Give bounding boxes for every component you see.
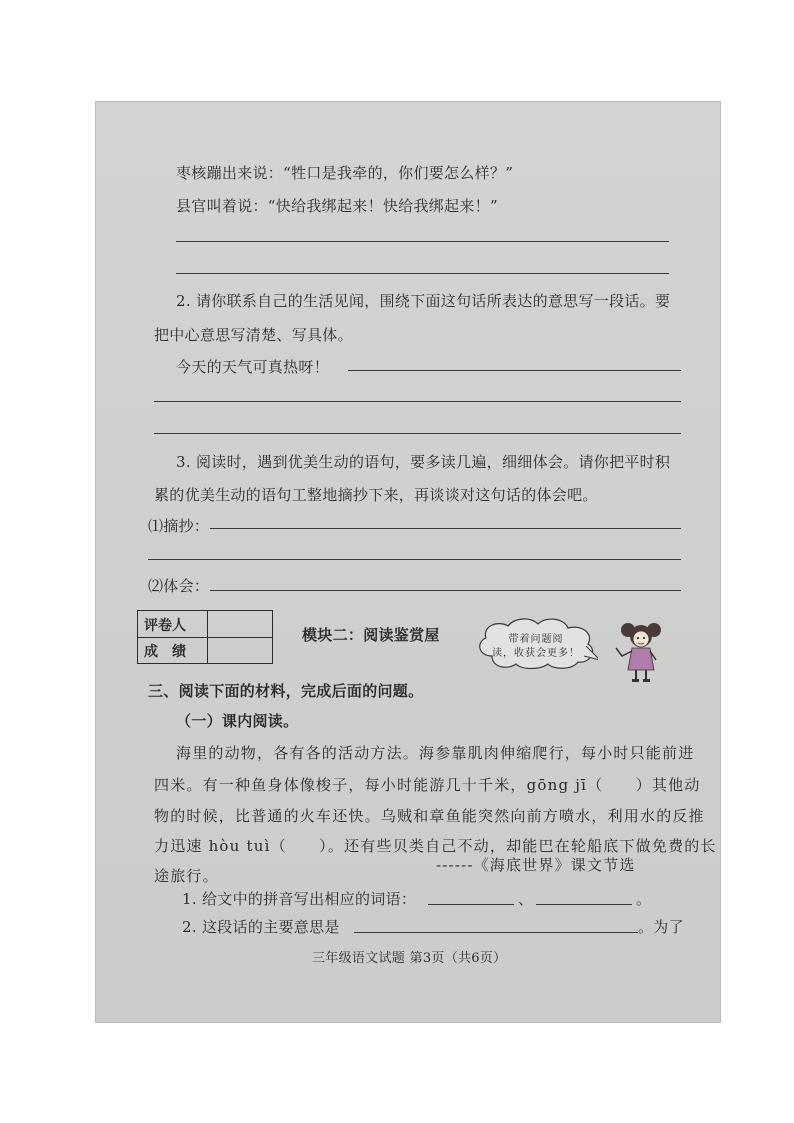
answer-line[interactable] [148, 559, 681, 560]
dialogue-line-1: 枣核蹦出来说：“牲口是我牵的，你们要怎么样？” [176, 164, 514, 182]
hint-text-1: 带着问题阅 [508, 634, 564, 645]
question-2: 2. 这段话的主要意思是 [182, 918, 340, 936]
answer-line[interactable] [176, 241, 669, 242]
pinyin-answer-1[interactable] [428, 904, 514, 905]
feeling-label: ⑵体会： [148, 577, 210, 595]
score-cell[interactable] [208, 638, 272, 663]
q3-text-line-1: 3. 阅读时，遇到优美生动的语句，要多读几遍，细细体会。请你把平时积 [176, 453, 671, 471]
q2-prompt: 今天的天气可真热呀！ [176, 358, 330, 376]
passage-line: 物的时候，比普通的火车还快。乌贼和章鱼能突然向前方喷水，利用水的反推 [154, 807, 705, 825]
page-footer: 三年级语文试题 第3页（共6页） [312, 951, 507, 966]
question-1: 1. 给文中的拼音写出相应的词语： [182, 890, 417, 908]
section-subheading: （一）课内阅读。 [176, 712, 299, 730]
module-title: 模块二：阅读鉴赏屋 [302, 626, 440, 644]
passage-line: 力迅速 hòu tuì（ ）。还有些贝类自己不动，却能巴在轮船底下做免费的长 [154, 837, 717, 855]
answer-line[interactable] [176, 273, 669, 274]
section-heading: 三、阅读下面的材料，完成后面的问题。 [148, 682, 424, 700]
question-1-separator: 、 [518, 890, 534, 908]
reviewer-cell[interactable] [208, 611, 272, 637]
passage-line: 海里的动物，各有各的活动方法。海参靠肌肉伸缩爬行，每小时只能前进 [176, 744, 695, 762]
hint-cloud [474, 616, 598, 670]
pinyin-answer-2[interactable] [536, 904, 632, 905]
excerpt-label: ⑴摘抄： [148, 517, 210, 535]
main-idea-answer-line[interactable] [354, 932, 638, 933]
passage-source: ------《海底世界》课文节选 [436, 856, 636, 874]
feeling-answer-line[interactable] [210, 590, 681, 591]
question-1-end: 。 [636, 890, 652, 908]
exam-page [96, 102, 720, 1022]
q2-text-line-1: 2. 请你联系自己的生活见闻，围绕下面这句话所表达的意思写一段话。要 [176, 292, 671, 310]
answer-line[interactable] [154, 433, 681, 434]
passage-line: 四米。有一种鱼身体像梭子，每小时能游几十千米，gōng jī（ ）其他动 [154, 776, 701, 794]
hint-text-2: 读，收获会更多！ [492, 648, 580, 659]
question-2-end: 。为了 [638, 918, 684, 936]
passage-line: 途旅行。 [154, 867, 219, 885]
q2-text-line-2: 把中心意思写清楚、写具体。 [154, 326, 353, 344]
q3-text-line-2: 累的优美生动的语句工整地摘抄下来，再谈谈对这句话的体会吧。 [154, 486, 598, 504]
reviewer-label: 评卷人 [144, 618, 186, 634]
girl-illustration [612, 618, 670, 684]
dialogue-line-2: 县官叫着说：“快给我绑起来！快给我绑起来！” [176, 197, 498, 215]
excerpt-answer-line[interactable] [210, 528, 681, 529]
answer-line[interactable] [348, 370, 681, 371]
answer-line[interactable] [154, 401, 681, 402]
score-table [137, 610, 273, 664]
score-label: 成 绩 [144, 644, 186, 660]
